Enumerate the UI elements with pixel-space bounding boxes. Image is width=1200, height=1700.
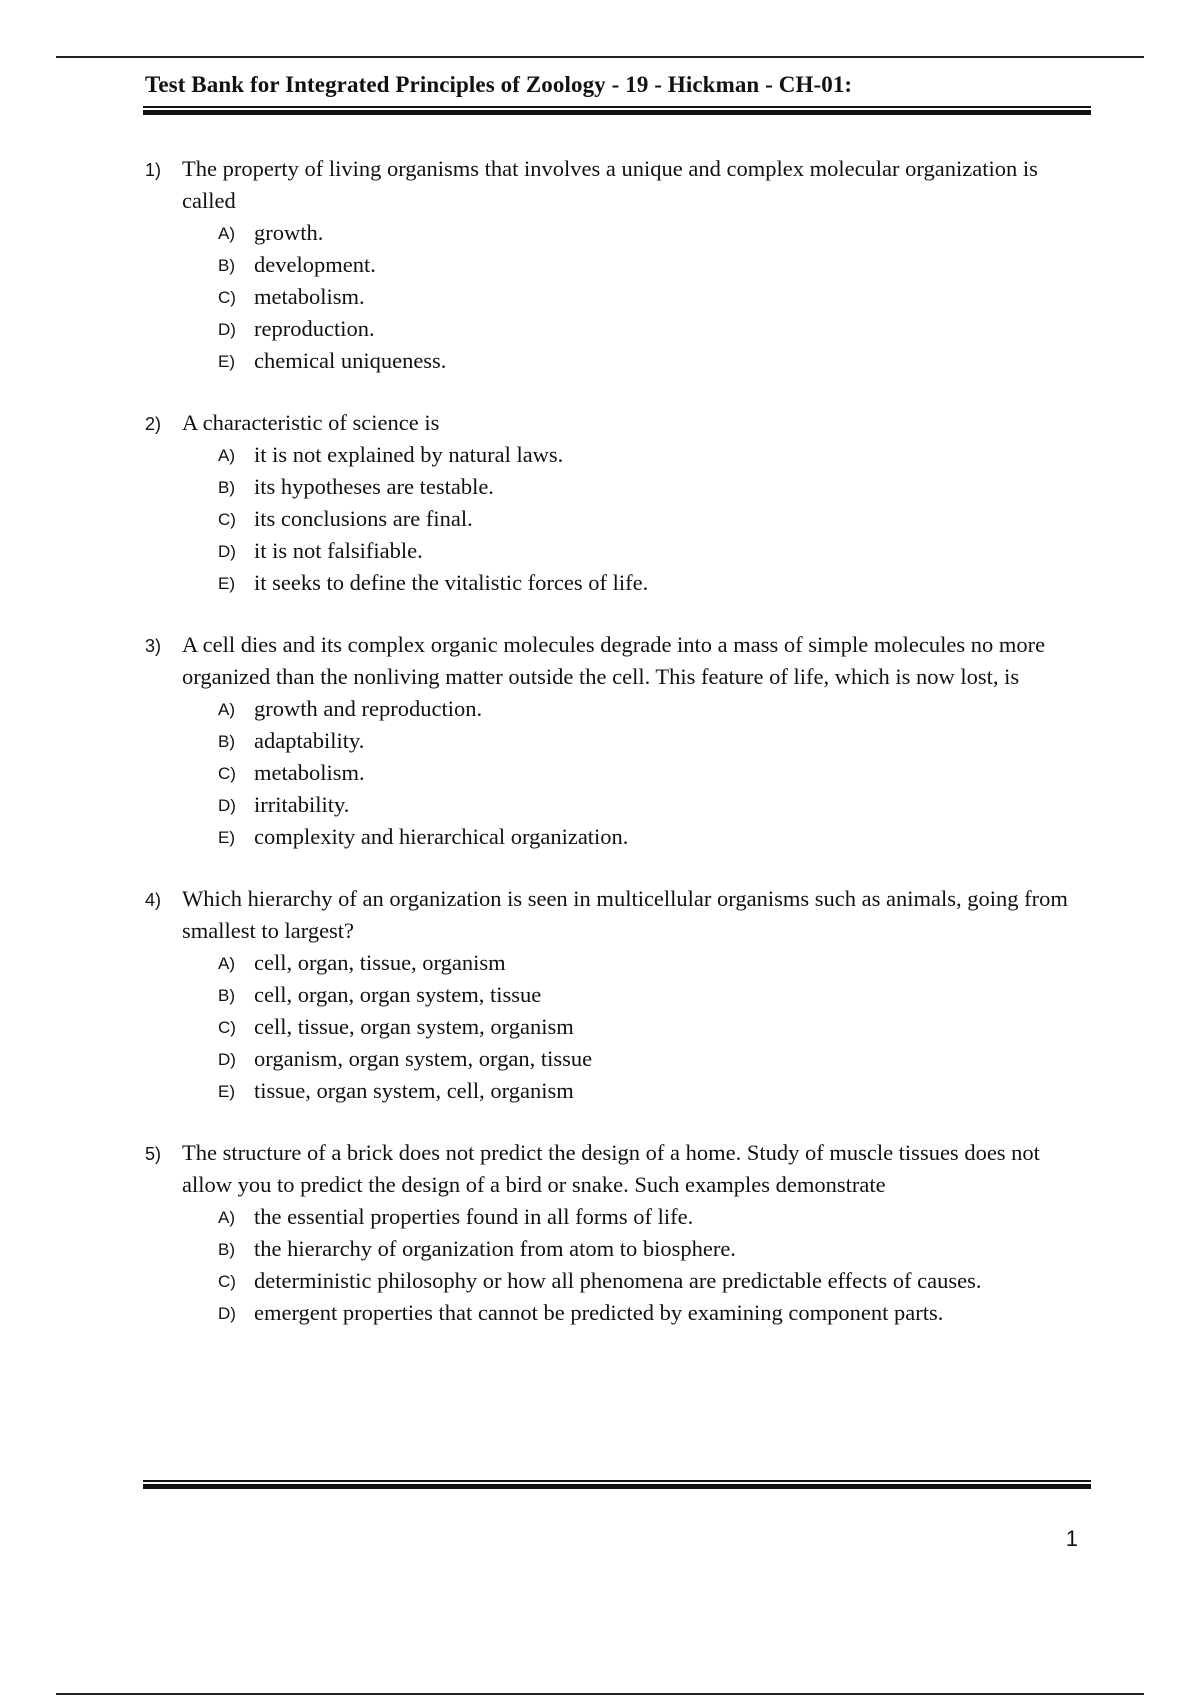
option-text: cell, organ, tissue, organism bbox=[254, 950, 506, 975]
question-text: The structure of a brick does not predict the design of a home. Study of muscle tissues does not allow you to predict the design of a bird or snake. Such examples demonstrate bbox=[182, 1140, 1040, 1197]
answer-option bbox=[218, 947, 1095, 979]
option-letter: E) bbox=[218, 574, 235, 593]
answer-option bbox=[218, 1265, 1095, 1297]
option-text: it seeks to define the vitalistic forces of life. bbox=[254, 570, 649, 595]
option-letter: D) bbox=[218, 542, 236, 561]
answer-option bbox=[218, 281, 1095, 313]
option-letter: C) bbox=[218, 510, 236, 529]
option-letter: E) bbox=[218, 1082, 235, 1101]
option-letter: A) bbox=[218, 954, 235, 973]
option-letter: D) bbox=[218, 1050, 236, 1069]
question-text: Which hierarchy of an organization is seen in multicellular organisms such as animals, going from smallest to largest? bbox=[182, 886, 1068, 943]
option-text: the essential properties found in all forms of life. bbox=[254, 1204, 694, 1229]
option-text: it is not falsifiable. bbox=[254, 538, 423, 563]
question-text: A cell dies and its complex organic molecules degrade into a mass of simple molecules no more organized than the nonliving matter outside the cell. This feature of life, which is now lost, is bbox=[182, 632, 1046, 689]
answer-option bbox=[218, 345, 1095, 377]
question-number: 5) bbox=[145, 1144, 162, 1164]
answer-options bbox=[145, 693, 1095, 853]
answer-option bbox=[218, 979, 1095, 1011]
option-letter: A) bbox=[218, 446, 235, 465]
option-text: growth. bbox=[254, 220, 324, 245]
footer-divider bbox=[143, 1480, 1091, 1489]
option-letter: B) bbox=[218, 986, 235, 1005]
option-letter: B) bbox=[218, 478, 235, 497]
question-2 bbox=[145, 407, 1095, 599]
answer-option bbox=[218, 313, 1095, 345]
answer-option bbox=[218, 567, 1095, 599]
answer-option bbox=[218, 439, 1095, 471]
question-number: 3) bbox=[145, 636, 162, 656]
option-text: it is not explained by natural laws. bbox=[254, 442, 564, 467]
option-letter: C) bbox=[218, 288, 236, 307]
option-text: cell, tissue, organ system, organism bbox=[254, 1014, 574, 1039]
option-text: organism, organ system, organ, tissue bbox=[254, 1046, 593, 1071]
option-text: its hypotheses are testable. bbox=[254, 474, 494, 499]
question-stem bbox=[145, 1137, 1095, 1201]
question-1 bbox=[145, 153, 1095, 377]
option-letter: A) bbox=[218, 224, 235, 243]
option-letter: D) bbox=[218, 320, 236, 339]
option-text: adaptability. bbox=[254, 728, 365, 753]
option-text: chemical uniqueness. bbox=[254, 348, 447, 373]
option-text: emergent properties that cannot be predicted by examining component parts. bbox=[254, 1300, 944, 1325]
option-letter: B) bbox=[218, 732, 235, 751]
option-text: tissue, organ system, cell, organism bbox=[254, 1078, 574, 1103]
question-stem bbox=[145, 153, 1095, 217]
answer-option bbox=[218, 503, 1095, 535]
answer-option bbox=[218, 1297, 1095, 1329]
answer-options bbox=[145, 439, 1095, 599]
option-text: development. bbox=[254, 252, 376, 277]
question-stem bbox=[145, 883, 1095, 947]
page-number: 1 bbox=[1065, 1526, 1078, 1551]
question-stem bbox=[145, 407, 1095, 439]
answer-option bbox=[218, 725, 1095, 757]
answer-option bbox=[218, 249, 1095, 281]
question-3 bbox=[145, 629, 1095, 853]
option-text: reproduction. bbox=[254, 316, 375, 341]
question-number: 4) bbox=[145, 890, 162, 910]
answer-options bbox=[145, 1201, 1095, 1329]
answer-option bbox=[218, 1043, 1095, 1075]
option-letter: A) bbox=[218, 1208, 235, 1227]
answer-option bbox=[218, 789, 1095, 821]
question-number: 2) bbox=[145, 414, 162, 434]
option-letter: D) bbox=[218, 1304, 236, 1323]
question-stem bbox=[145, 629, 1095, 693]
option-letter: B) bbox=[218, 256, 235, 275]
answer-option bbox=[218, 1011, 1095, 1043]
option-letter: E) bbox=[218, 828, 235, 847]
answer-options bbox=[145, 217, 1095, 377]
answer-options bbox=[145, 947, 1095, 1107]
answer-option bbox=[218, 757, 1095, 789]
option-letter: C) bbox=[218, 764, 236, 783]
question-4 bbox=[145, 883, 1095, 1107]
option-text: deterministic philosophy or how all phenomena are predictable effects of causes. bbox=[254, 1268, 982, 1293]
option-letter: C) bbox=[218, 1018, 236, 1037]
header-divider bbox=[143, 106, 1091, 115]
answer-option bbox=[218, 217, 1095, 249]
page-bottom-rule bbox=[56, 1693, 1144, 1695]
answer-option bbox=[218, 1075, 1095, 1107]
option-letter: E) bbox=[218, 352, 235, 371]
answer-option bbox=[218, 693, 1095, 725]
question-5 bbox=[145, 1137, 1095, 1329]
answer-option bbox=[218, 535, 1095, 567]
page-top-rule bbox=[56, 56, 1144, 58]
question-number: 1) bbox=[145, 160, 162, 180]
answer-option bbox=[218, 1233, 1095, 1265]
option-letter: B) bbox=[218, 1240, 235, 1259]
question-text: The property of living organisms that involves a unique and complex molecular organization is called bbox=[182, 156, 1038, 213]
option-text: growth and reproduction. bbox=[254, 696, 483, 721]
option-text: metabolism. bbox=[254, 760, 365, 785]
option-text: complexity and hierarchical organization. bbox=[254, 824, 629, 849]
option-text: irritability. bbox=[254, 792, 350, 817]
question-list bbox=[145, 153, 1095, 1359]
option-text: cell, organ, organ system, tissue bbox=[254, 982, 542, 1007]
option-text: the hierarchy of organization from atom to biosphere. bbox=[254, 1236, 736, 1261]
page-title: Test Bank for Integrated Principles of Zoology - 19 - Hickman - CH-01: bbox=[145, 72, 853, 97]
option-text: metabolism. bbox=[254, 284, 365, 309]
answer-option bbox=[218, 1201, 1095, 1233]
answer-option bbox=[218, 471, 1095, 503]
question-text: A characteristic of science is bbox=[182, 410, 440, 435]
option-text: its conclusions are final. bbox=[254, 506, 473, 531]
option-letter: A) bbox=[218, 700, 235, 719]
answer-option bbox=[218, 821, 1095, 853]
option-letter: D) bbox=[218, 796, 236, 815]
option-letter: C) bbox=[218, 1272, 236, 1291]
